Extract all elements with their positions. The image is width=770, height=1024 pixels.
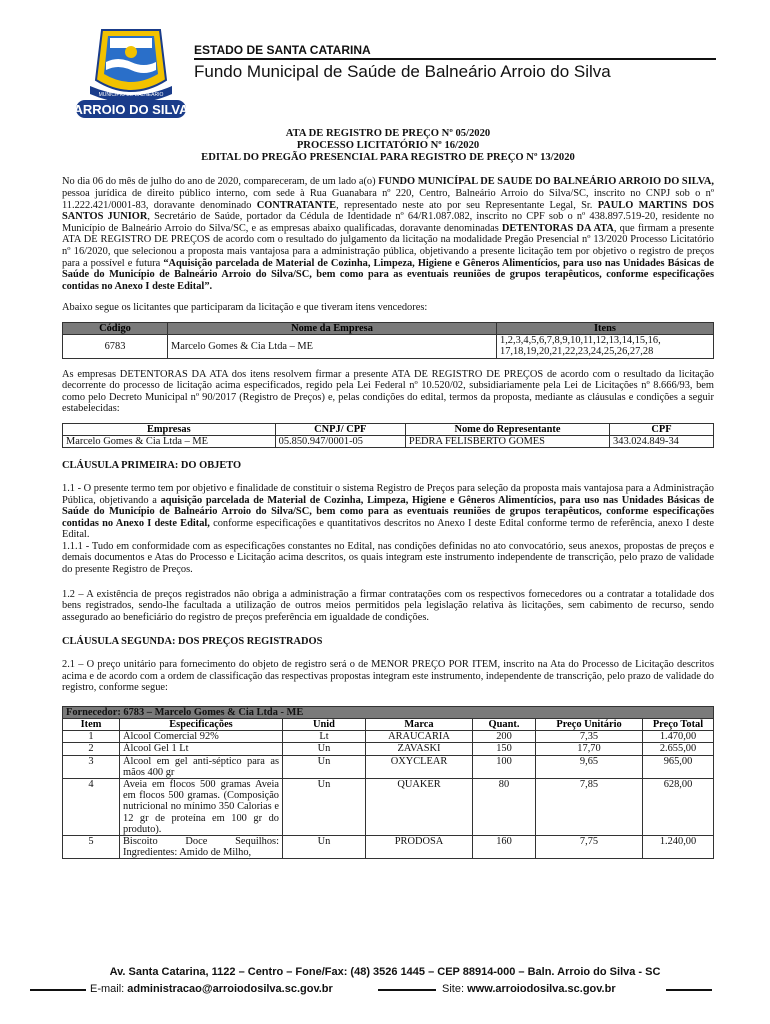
licitantes-intro: Abaixo segue os licitantes que participaram da licitação e que tiveram itens vencedores: (62, 302, 428, 314)
registered-prices-table (62, 706, 714, 860)
title-processo: PROCESSO LICITATÓRIO Nº 16/2020 (296, 139, 480, 151)
footer-divider-middle (378, 989, 436, 991)
document-body (62, 128, 714, 859)
intro-paragraph: No dia 06 do mês de julho do ano de 2020, compareceram, de um lado a(o) FUNDO MUNICÍPAL DE SAUDE DO BALNEÁRIO ARROIO DO SILVA, pessoa jurídica de direito público interno, com sede à Rua Guanabara nº 220, Centro, Balneário Arroio do Silva/SC, inscrito no CNPJ sob o nº 11.222.421/0001-83, doravante denominado CONTRATANTE, representado neste ato por seu Representante Legal, Sr. PAULO MARTINS DOS SANTOS JUNIOR, Secretário de Saúde, portador da Cédula de Identidade nº 64/R1.087.082, inscrito no CPF sob o nº 438.897.519-20, residente no Município de Balneário Arroio do Silva/SC, e as empresas abaixo qualificadas, doravante denominadas DETENTORAS DA ATA, que firmam a presente ATA DE REGISTRO DE PREÇOS de acordo com o resultado do julgamento da licitação na modalidade Pregão Presencial nº 13/2020 Processo Licitatório nº 16/2020, que selecionou a proposta mais vantajosa para a administração pública, objetivando a presente licitação tem por objetivo o registro de preços para a possível e futura “Aquisição parcelada de Material de Cozinha, Limpeza, Higiene e Gêneros Alimentícios, para uso nas Unidades Básicas de Saúde do Município de Balneário Arroio do Silva/SC, bem como para as eventuais reuniões de grupos terapêuticos, conforme especificações contidas no Anexo I deste Edital”. (62, 176, 714, 292)
company-representative-table (62, 423, 714, 448)
footer-divider-right (666, 989, 712, 991)
table-row: 4 Aveia em flocos 500 gramas Aveia em flocos 500 gramas. (Composição nutricional no mínimo 350 Calorias e 12 gr de proteína em 100 gr do produto). Un QUAKER 80 7,85 628,00 (63, 779, 714, 836)
municipal-coat-of-arms-logo (72, 24, 190, 122)
clause-1-1-1: 1.1.1 - Tudo em conformidade com as especificações constantes no Edital, nas condições definidas no ato convocatório, seus anexos, propostas de preços e demais documentos e Atas do Processo e Licitação acima descritos, os quais integram este instrumento independente de transcrição, pelo prazo de validade do presente Registro de Preços. (62, 540, 714, 576)
header-fund-name: Fundo Municipal de Saúde de Balneário Arroio do Silva (194, 62, 611, 81)
title-edital: EDITAL DO PREGÃO PRESENCIAL PARA REGISTRO DE PREÇO Nº 13/2020 (201, 151, 575, 163)
table-row: 5 Biscoito Doce Sequilhos: Ingredientes: Amido de Milho, Un PRODOSA 160 7,75 1.240,00 (63, 836, 714, 859)
document-titles (62, 128, 714, 163)
table-row: 6783 Marcelo Gomes & Cia Ltda – ME 1,2,3,4,5,6,7,8,9,10,11,12,13,14,15,16, 17,18,19,20,21,22,23,24,25,26,27,28 (63, 335, 714, 358)
table-row: 3 Álcool em gel anti-séptico para as mãos 400 gr Un OXYCLEAR 100 9,65 965,00 (63, 755, 714, 778)
footer-divider-left (30, 989, 86, 991)
table-header-row: Item Especificações Unid Marca Quant. Preço Unitário Preço Total (63, 719, 714, 731)
svg-text:MUNICÍPIO DE BALNEÁRIO: MUNICÍPIO DE BALNEÁRIO (98, 92, 164, 98)
clause-1-2: 1.2 – A existência de preços registrados não obriga a administração a firmar contratações com os respectivos fornecedores ou a contratar a totalidade dos bens registrados, sendo-lhe facultada a utilização de outros meios permitidos pela legislação relativa às licitações, sem cabimento de recurso, sendo assegurado ao beneficiário do registro de preços preferência em igualdade de condições. (62, 588, 714, 623)
email-link[interactable]: administracao@arroiodosilva.sc.gov.br (127, 983, 333, 995)
site-link[interactable]: www.arroiodosilva.sc.gov.br (467, 983, 616, 995)
footer-email: E-mail: administracao@arroiodosilva.sc.gov.br (90, 983, 333, 995)
table-row: 1 Álcool Comercial 92% Lt ARAUCARIA 200 7,35 1.470,00 (63, 731, 714, 743)
header-divider (194, 58, 716, 60)
clause-one-title: CLÁUSULA PRIMEIRA: DO OBJETO (62, 460, 242, 472)
svg-text:ARROIO DO SILVA: ARROIO DO SILVA (73, 102, 189, 117)
title-ata: ATA DE REGISTRO DE PREÇO Nº 05/2020 (285, 128, 491, 139)
clause-two-title: CLÁUSULA SEGUNDA: DOS PREÇOS REGISTRADOS (62, 636, 323, 648)
clause-2-1: 2.1 – O preço unitário para fornecimento do objeto de registro será o de MENOR PREÇO POR ITEM, inscrito na Ata do Processo de Licitação descritos acima e de acordo com a ordem de classificação das respectivas propostas integram este instrumento, independente de transcrição, pelo prazo de validade do registro, conforme segue: (62, 659, 714, 694)
footer-address: Av. Santa Catarina, 1122 – Centro – Fone/Fax: (48) 3526 1445 – CEP 88914-000 – Baln. Arroio do Silva - SC (109, 966, 661, 978)
header-state: ESTADO DE SANTA CATARINA (194, 43, 371, 57)
detentoras-paragraph: As empresas DETENTORAS DA ATA dos itens resolvem firmar a presente ATA DE REGISTRO DE PREÇOS de acordo com o resultado da licitação decorrente do processo de licitação acima especificados, regido pela Lei Federal nº 10.520/02, subsidiariamente pela Lei de Licitações nº 8.666/93, bem como pelo Decreto Municipal nº 90/2017 (Registro de Preços) e, pelas condições do edital, termos da proposta, mediante as cláusulas e condições a seguir estabelecidas: (62, 368, 714, 415)
table-header-row: Código Nome da Empresa Itens (63, 322, 714, 334)
table-row: 2 Álcool Gel 1 Lt Un ZAVASKI 150 17,70 2.655,00 (63, 743, 714, 755)
table-header-row: Empresas CNPJ/ CPF Nome do Representante CPF (63, 423, 714, 435)
table-row: Marcelo Gomes & Cia Ltda – ME 05.850.947/0001-05 PEDRA FELISBERTO GOMES 343.024.849-34 (63, 436, 714, 448)
winning-bidders-table (62, 322, 714, 359)
clause-1-1: 1.1 - O presente termo tem por objetivo e finalidade de constituir o sistema Registro de Preços para seleção da proposta mais vantajosa para a Administração Pública, objetivando a aquisição parcelada de Material de Cozinha, Limpeza, Higiene e Gêneros Alimentícios, para uso nas Unidades Básicas de Saúde do Município de Balneário Arroio do Silva/SC, bem como para as eventuais reuniões de grupos terapêuticos, conforme especificações contidas no Anexo I deste Edital, conforme especificações e quantitativos descritos no Anexo I deste Edital conforme termo de referência, anexo I deste Edital. (62, 482, 714, 541)
footer-site: Site: www.arroiodosilva.sc.gov.br (442, 983, 616, 995)
supplier-caption-row: Fornecedor: 6783 – Marcelo Gomes & Cia Ltda - ME (63, 706, 714, 718)
